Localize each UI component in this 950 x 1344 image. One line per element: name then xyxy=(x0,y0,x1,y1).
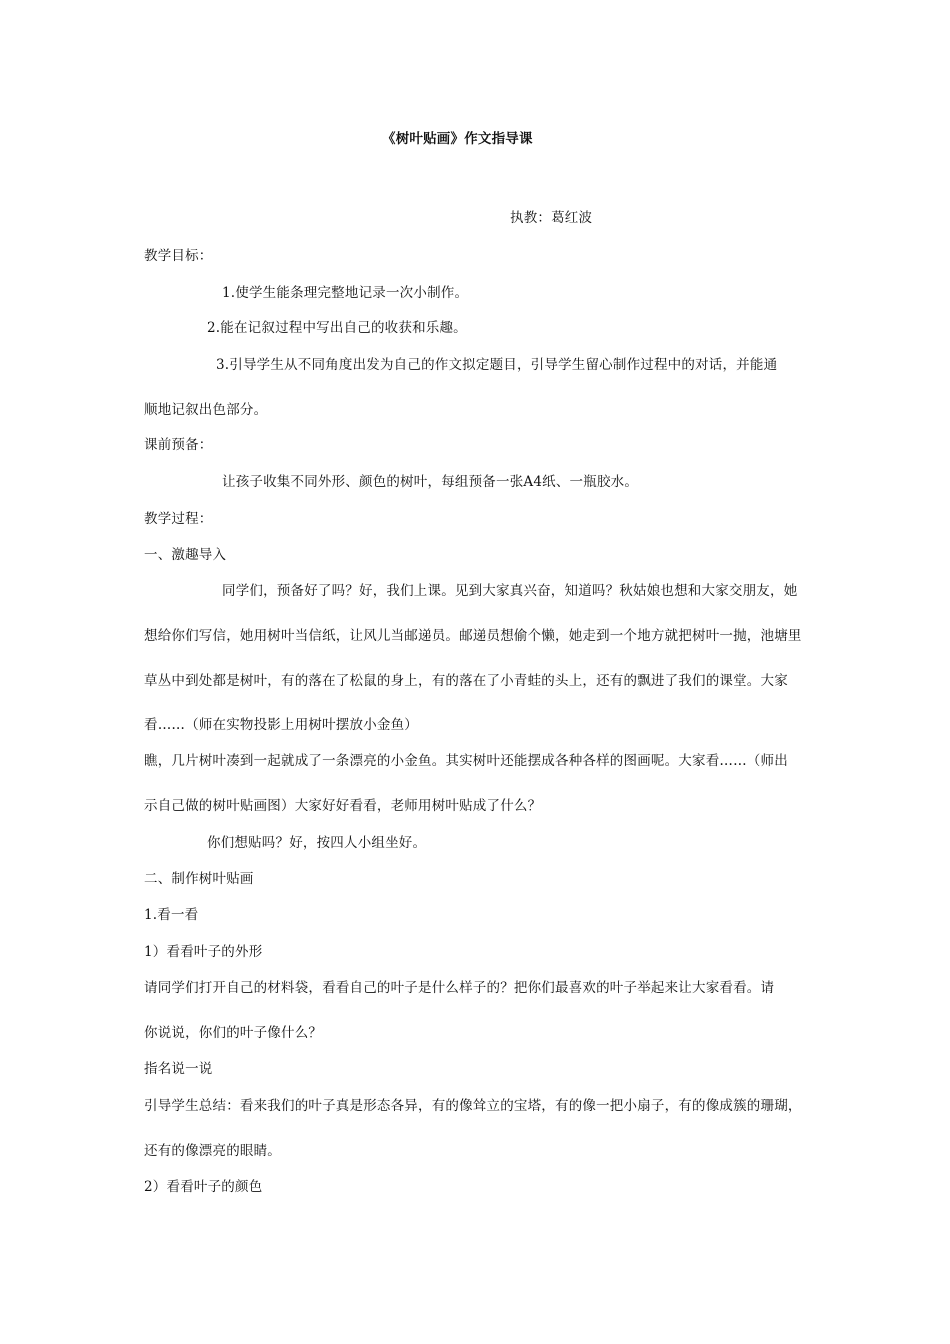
section2-sub1: 1.看一看 xyxy=(144,907,199,923)
section2-sub1a: 1）看看叶子的外形 xyxy=(144,944,263,960)
section1-line: 想给你们写信，她用树叶当信纸，让风儿当邮递员。邮递员想偷个懒，她走到一个地方就把树叶一抛，池塘里 xyxy=(144,628,802,644)
section2-line: 指名说一说 xyxy=(144,1061,213,1077)
section2-heading: 二、制作树叶贴画 xyxy=(144,871,254,887)
section1-heading: 一、激趣导入 xyxy=(144,547,227,563)
objective-item-3: 3.引导学生从不同角度出发为自己的作文拟定题目，引导学生留心制作过程中的对话，并能通 xyxy=(216,357,778,373)
preparation-heading: 课前预备： xyxy=(144,437,213,453)
document-title: 《树叶贴画》作文指导课 xyxy=(382,131,533,147)
objective-item-3-cont: 顺地记叙出色部分。 xyxy=(144,402,268,418)
section1-line: 草丛中到处都是树叶，有的落在了松鼠的身上，有的落在了小青蛙的头上，还有的飘进了我们的课堂。大家 xyxy=(144,673,788,689)
process-heading: 教学过程： xyxy=(144,511,213,527)
section1-line: 看……（师在实物投影上用树叶摆放小金鱼） xyxy=(144,717,418,733)
section2-line: 还有的像漂亮的眼睛。 xyxy=(144,1143,281,1159)
objective-item-1: 1.使学生能条理完整地记录一次小制作。 xyxy=(222,285,469,301)
section2-line: 请同学们打开自己的材料袋，看看自己的叶子是什么样子的？把你们最喜欢的叶子举起来让大家看看。请 xyxy=(144,980,775,996)
section1-line: 示自己做的树叶贴画图）大家好好看看，老师用树叶贴成了什么？ xyxy=(144,798,542,814)
author-line: 执教：葛红波 xyxy=(510,210,593,226)
section2-line: 你说说，你们的叶子像什么？ xyxy=(144,1025,323,1041)
objectives-heading: 教学目标： xyxy=(144,248,213,264)
objective-item-2: 2.能在记叙过程中写出自己的收获和乐趣。 xyxy=(207,320,467,336)
section1-line: 同学们，预备好了吗？好，我们上课。见到大家真兴奋，知道吗？秋姑娘也想和大家交朋友，她 xyxy=(222,583,798,599)
section1-line: 瞧，几片树叶凑到一起就成了一条漂亮的小金鱼。其实树叶还能摆成各种各样的图画呢。大家看……（师出 xyxy=(144,753,788,769)
section1-line: 你们想贴吗？好，按四人小组坐好。 xyxy=(207,835,427,851)
section2-line: 引导学生总结：看来我们的叶子真是形态各异，有的像耸立的宝塔，有的像一把小扇子，有的像成簇的珊瑚， xyxy=(144,1098,802,1114)
preparation-text: 让孩子收集不同外形、颜色的树叶，每组预备一张A4纸、一瓶胶水。 xyxy=(222,474,639,490)
section2-sub1b: 2）看看叶子的颜色 xyxy=(144,1179,263,1195)
